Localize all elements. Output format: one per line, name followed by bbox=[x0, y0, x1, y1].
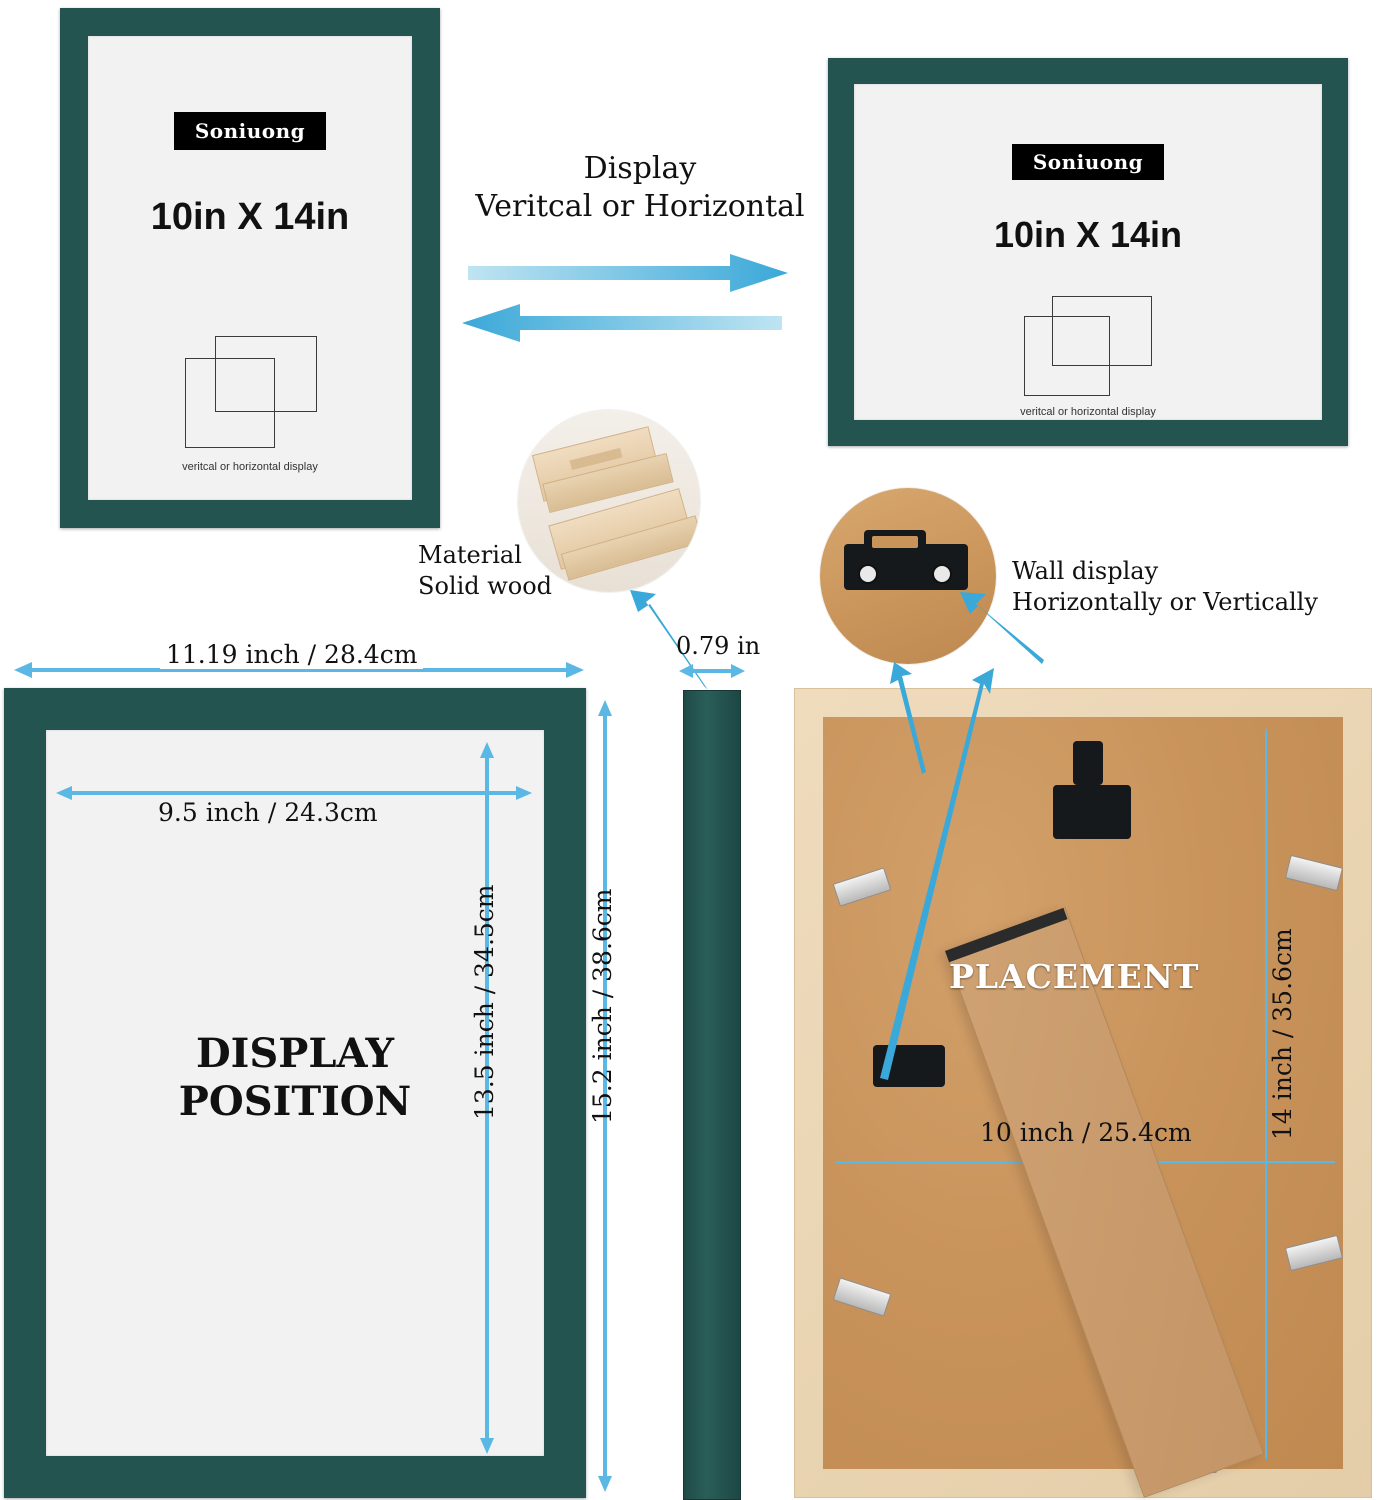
display-note-line1: Display bbox=[583, 151, 697, 186]
hanger-pointer-arrow-side-icon bbox=[880, 668, 1000, 1088]
orientation-glyph-vertical bbox=[185, 336, 315, 446]
vertical-frame-caption: veritcal or horizontal display bbox=[182, 461, 318, 473]
horizontal-frame bbox=[828, 58, 1348, 446]
outer-width-dim-text: 11.19 inch / 28.4cm bbox=[160, 640, 423, 669]
thickness-dim-arrow bbox=[679, 662, 745, 680]
material-note-line2: Solid wood bbox=[418, 572, 553, 601]
horizontal-frame-mat bbox=[854, 84, 1322, 420]
wall-display-note bbox=[1012, 556, 1318, 618]
thickness-dim-text: 0.79 in bbox=[676, 632, 761, 660]
display-position-line2: POSITION bbox=[178, 1078, 412, 1125]
back-height-guideline bbox=[1265, 729, 1267, 1459]
back-width-dim-text: 10 inch / 25.4cm bbox=[980, 1118, 1192, 1147]
frame-side-profile bbox=[683, 690, 741, 1500]
display-position-line1: DISPLAY bbox=[195, 1030, 395, 1077]
outer-height-dim-text: 15.2 inch / 38.6cm bbox=[588, 888, 617, 1124]
inner-width-dim-text: 9.5 inch / 24.3cm bbox=[158, 798, 378, 827]
arrow-right-icon bbox=[468, 250, 788, 296]
display-orientation-note bbox=[450, 150, 830, 225]
brand-logo-horizontal bbox=[1012, 144, 1164, 180]
vertical-frame-mat bbox=[88, 36, 412, 500]
placement-label: PLACEMENT bbox=[949, 957, 1200, 996]
brand-text: Soniuong bbox=[194, 119, 306, 143]
material-note-line1: Material bbox=[418, 541, 522, 569]
display-note-line2: Veritcal or Horizontal bbox=[475, 188, 805, 224]
horizontal-frame-size: 10in X 14in bbox=[993, 214, 1183, 255]
wall-note-pointer-arrow-icon bbox=[960, 592, 1050, 672]
display-position-label bbox=[140, 1030, 450, 1126]
horizontal-frame-caption: veritcal or horizontal display bbox=[1020, 406, 1156, 418]
vertical-size-label: 10in X 14in bbox=[150, 196, 350, 238]
orientation-glyph-horizontal bbox=[1024, 296, 1152, 396]
top-hanger-icon bbox=[1053, 785, 1131, 839]
inner-height-dim-text: 13.5 inch / 34.5cm bbox=[470, 884, 499, 1120]
top-hanger-hook-icon bbox=[1073, 741, 1103, 785]
material-note bbox=[418, 540, 552, 602]
wall-note-line1: Wall display bbox=[1012, 557, 1159, 585]
back-height-dim-text: 14 inch / 35.6cm bbox=[1268, 928, 1297, 1140]
vertical-frame bbox=[60, 8, 440, 528]
arrow-left-icon bbox=[462, 300, 782, 346]
brand-logo-vertical bbox=[174, 112, 326, 150]
brand-text: Soniuong bbox=[1032, 150, 1144, 174]
wall-note-line2: Horizontally or Vertically bbox=[1012, 588, 1318, 617]
vertical-frame-size bbox=[151, 196, 350, 239]
